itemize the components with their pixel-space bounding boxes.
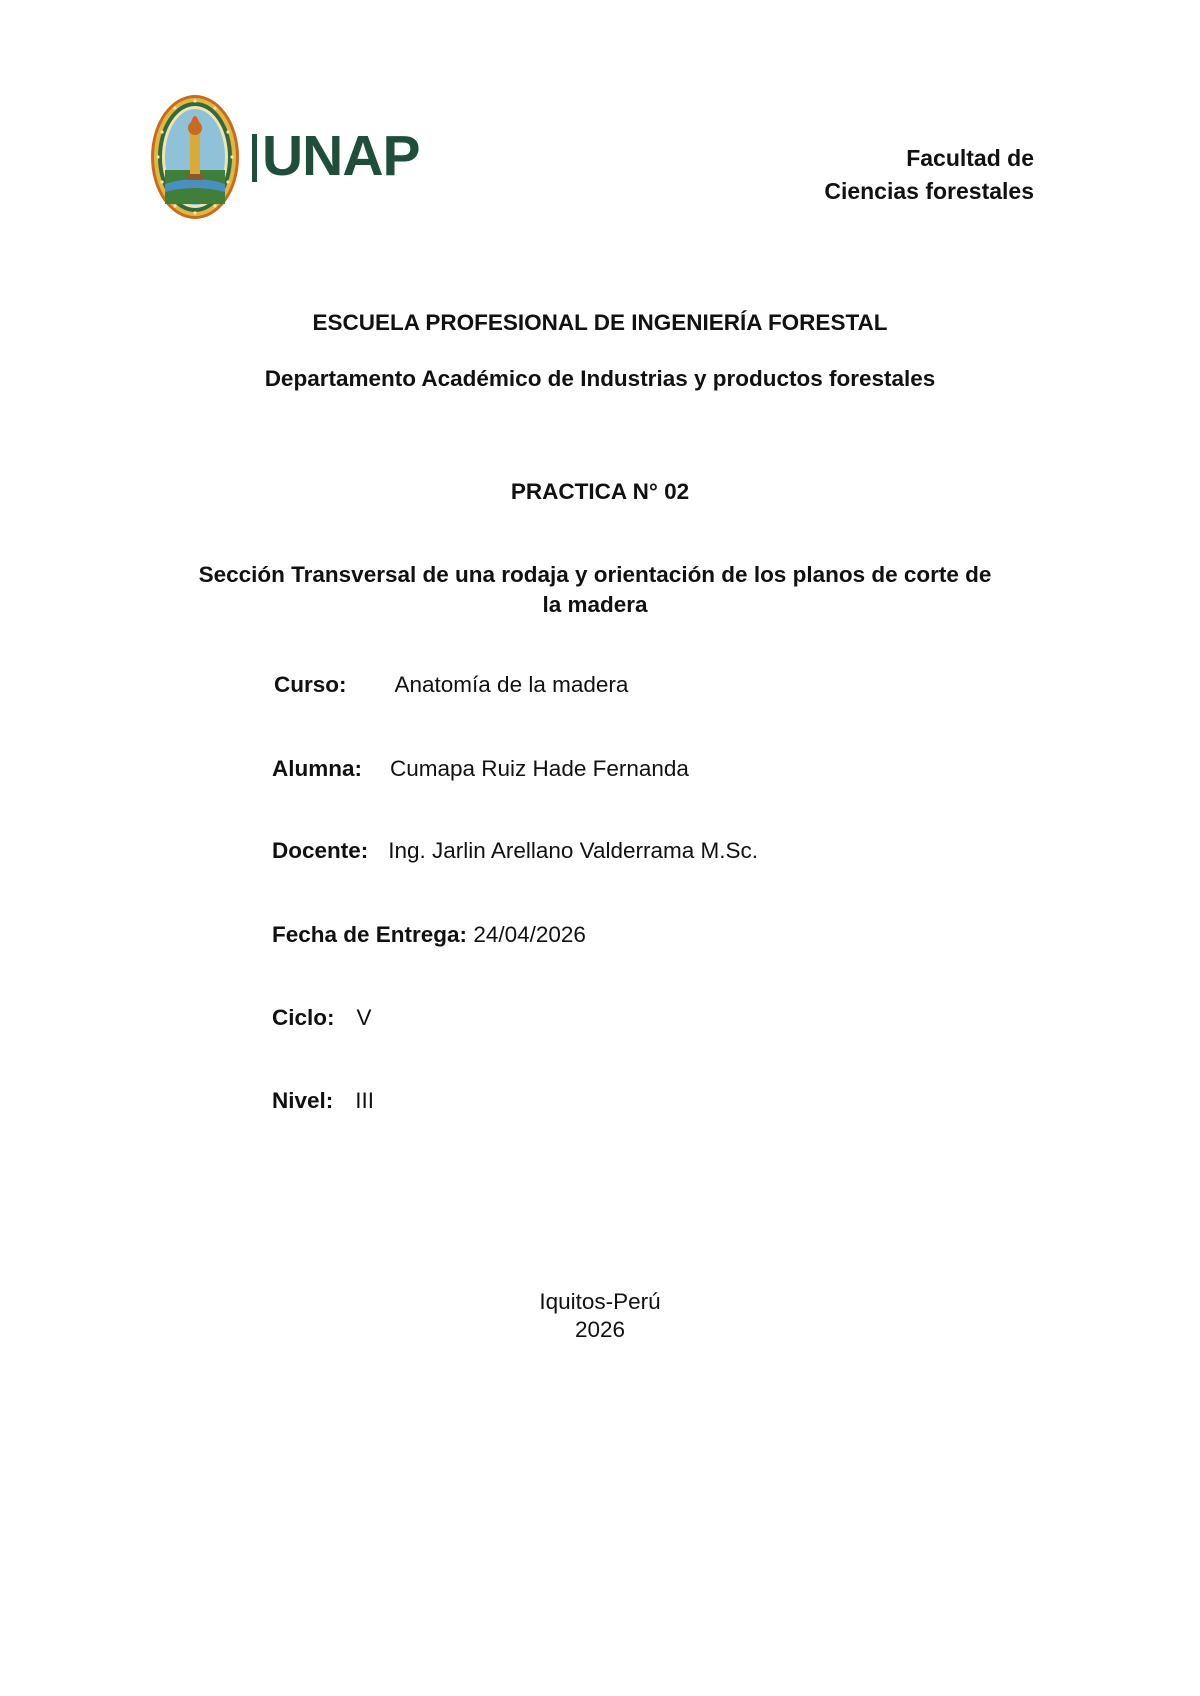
faculty-name [824, 142, 1034, 208]
field-label: Fecha de Entrega: [272, 922, 468, 947]
field-curso [274, 672, 628, 698]
field-alumna [272, 756, 689, 782]
field-label: Nivel: [272, 1088, 334, 1113]
field-label: Ciclo: [272, 1005, 335, 1030]
field-label: Curso: [274, 672, 347, 697]
field-value: III [355, 1088, 375, 1113]
field-value: Ing. Jarlin Arellano Valderrama M.Sc. [388, 838, 759, 863]
title-line-2: la madera [542, 592, 648, 617]
school-heading: ESCUELA PROFESIONAL DE INGENIERÍA FORESTAL [312, 310, 888, 335]
field-ciclo [272, 1005, 372, 1031]
title-line-1: Sección Transversal de una rodaja y orientación de los planos de corte de [198, 562, 992, 587]
university-logo [150, 92, 420, 228]
field-label: Docente: [272, 838, 369, 863]
logo-text: UNAP [262, 124, 420, 188]
year: 2026 [574, 1317, 626, 1342]
practice-number: PRACTICA N° 02 [510, 479, 690, 504]
place: Iquitos-Perú [539, 1289, 661, 1314]
faculty-line-2: Ciencias forestales [824, 178, 1034, 204]
field-value: Cumapa Ruiz Hade Fernanda [390, 756, 689, 781]
field-fecha-entrega [272, 922, 586, 948]
department-heading: Departamento Académico de Industrias y productos forestales [264, 366, 936, 391]
field-docente [272, 838, 758, 864]
place-and-year [0, 1288, 1200, 1344]
field-nivel [272, 1088, 374, 1114]
faculty-line-1: Facultad de [906, 145, 1034, 171]
field-value: 24/04/2026 [473, 922, 586, 947]
document-title [150, 560, 1040, 620]
field-value: V [356, 1005, 372, 1030]
logo-divider [252, 134, 257, 182]
university-seal-icon [150, 92, 246, 222]
field-value: Anatomía de la madera [394, 672, 629, 697]
field-label: Alumna: [272, 756, 362, 781]
